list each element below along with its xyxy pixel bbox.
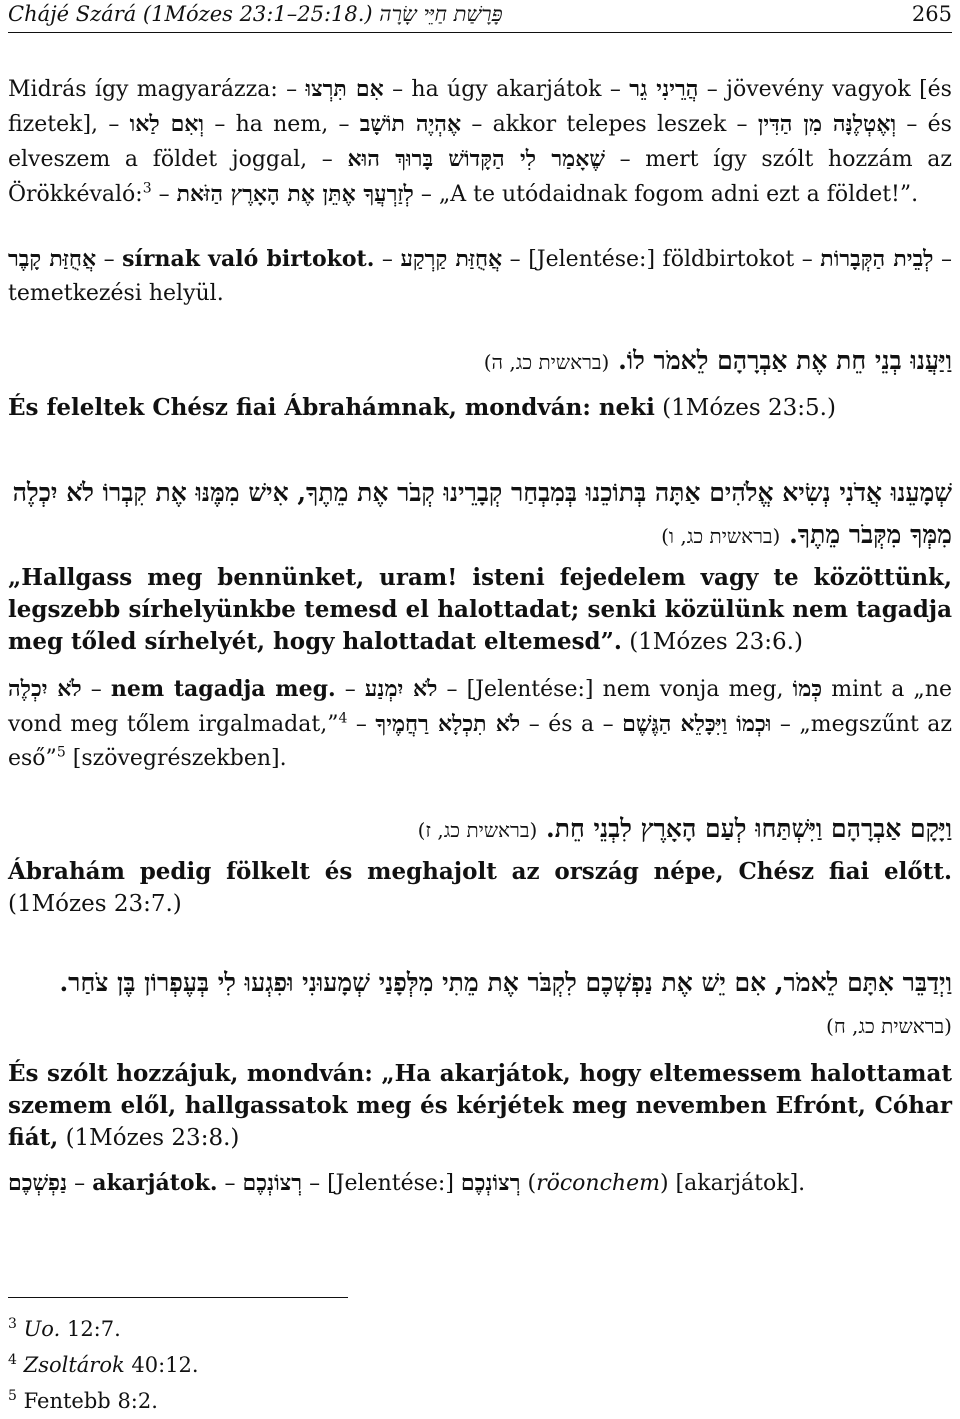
verse-reference: (1Mózes 23:6.) — [629, 629, 803, 655]
text: nem tagadja meg. — [110, 676, 336, 702]
running-header — [8, 0, 952, 33]
hebrew-verse: וַיְדַבֵּר אִתָּם לֵאמֹר, אִם יֵשׁ אֶת נַפְשְׁכֶם לִקְבֹּר אֶת מֵתִי מִלְּפָנַי שְׁמָעוּנִי וּפִגְעוּ לִי בְּעֶפְרוֹן בֶּן צֹחַר. — [59, 968, 952, 997]
footnote-ref: 12:7. — [66, 1317, 121, 1341]
text: [és fizetek], — [8, 77, 952, 137]
hebrew-verse: וַיָּקָם אַבְרָהָם וַיִּשְׁתַּחוּ לְעַם הָאָרֶץ לִבְנֵי חֵת. — [546, 814, 952, 843]
translation-text: Ábrahám pedig fölkelt és meghajolt az ország népe, Chész fiai előtt. — [8, 858, 952, 885]
text: [akarjátok]. — [675, 1171, 806, 1196]
text: [Jelentése:] nem vonja meg, — [466, 677, 784, 702]
transliteration: röconchem — [536, 1171, 660, 1196]
verse-5-translation — [8, 392, 952, 424]
hebrew-reference: (בראשית כג, ז) — [417, 818, 538, 842]
hebrew-phrase: רְצוֹנְכֶם — [460, 1170, 521, 1196]
footnote-ref: 8:2. — [117, 1389, 158, 1413]
hebrew-phrase: לֹא יִכְלֶה — [8, 676, 82, 702]
commentary-2: אֲחֻזַּת קָבֶר – sírnak való birtokot. – אֲחֻזַּת קַרְקַע – [Jelentése:] földbirtokot – לְבֵית הַקְּבָרוֹת – temetkezési helyül. — [8, 246, 953, 306]
hebrew-phrase: כְּמוֹ — [792, 676, 823, 702]
text: temetkezési helyül. — [8, 281, 224, 306]
translation-text: És feleltek Chész fiai Ábrahámnak, mondván: neki — [8, 394, 655, 421]
hebrew-phrase: לֹא יִמְנַע — [364, 676, 438, 702]
translation-text: És szólt hozzájuk, mondván: „Ha akarjátok, hogy eltemessem halottamat szemem elől, hallgassatok meg és kérjétek meg nevemben Efrónt, Cóhar fiát, — [8, 1060, 952, 1151]
text: „megszűnt az eső” — [8, 712, 952, 771]
hebrew-phrase: הֲרֵינִי גֵר — [629, 76, 699, 102]
running-title: Chájé Szárá (1Mózes 23:1–25:18.) פָּרָשַׁת חַיֵּי שָׂרָה — [8, 2, 503, 26]
verse-5-hebrew — [8, 340, 952, 383]
hebrew-reference: (בראשית כג, ו) — [661, 524, 781, 548]
verse-6-hebrew — [8, 472, 952, 557]
text: akarjátok. — [92, 1170, 218, 1196]
footnote-ref: 40:12. — [131, 1353, 199, 1377]
footnote-source: Uo. — [23, 1317, 61, 1341]
commentary-4: נַפְשְׁכֶם – akarjátok. – רְצוֹנְכֶם – [Jelentése:] רְצוֹנְכֶם (röconchem) [akarjátok]. — [8, 1170, 806, 1196]
verse-7-hebrew — [8, 808, 952, 851]
footnote-4 — [8, 1352, 199, 1378]
hebrew-phrase: אִם תִּרְצוּ — [305, 76, 384, 102]
text: akkor telepes leszek — [492, 112, 727, 137]
verse-reference: (1Mózes 23:5.) — [662, 395, 836, 421]
verse-7-translation — [8, 856, 952, 920]
footnote-source: Zsoltárok — [23, 1353, 125, 1377]
commentary-3: לֹא יִכְלֶה – nem tagadja meg. – לֹא יִמְנַע – [Jelentése:] nem vonja meg, כְּמוֹ mint a „ne vond meg tőlem irgalmadat,”$^4$ – לֹא תִכְלָא רַחֲמֶיךָ – és a – וּכְמוֹ וַיִּכָּלֵא הַגֶּשֶׁם – „megszűnt az eső”$^5$ [szövegrészekben]. — [8, 676, 953, 771]
hebrew-phrase: וְאֶטְלֶנָּה מִן הַדִּין — [757, 111, 897, 137]
text: és a — [548, 712, 595, 737]
text: jövevény vagyok — [726, 77, 911, 102]
page-number: 265 — [911, 2, 952, 26]
verse-8-hebrew — [8, 962, 952, 1047]
hebrew-verse: וַיַּעֲנוּ בְנֵי חֵת אֶת אַבְרָהָם לֵאמֹר לוֹ. — [618, 346, 952, 375]
hebrew-verse: שְׁמָעֵנוּ אֲדֹנִי נְשִׂיא אֱלֹהִים אַתָּה בְּתוֹכֵנוּ בְּמִבְחַר קְבָרֵינוּ קְבֹר אֶת מֵתֶךָ, אִישׁ מִמֶּנּוּ אֶת קִבְרוֹ לֹא יִכְלֶה מִמְּךָ מִקְּבֹר מֵתֶךָ. — [12, 478, 952, 549]
footnote-number: 3 — [8, 1316, 17, 1332]
hebrew-phrase: רְצוֹנְכֶם — [242, 1170, 303, 1196]
hebrew-phrase: אֲחֻזַּת קָבֶר — [8, 246, 97, 272]
text: „A te utódaidnak fogom adni ezt a — [438, 182, 820, 207]
hebrew-phrase: נַפְשְׁכֶם — [8, 1170, 68, 1196]
verse-6-translation — [8, 562, 952, 658]
text: földet!”. — [826, 182, 919, 207]
translation-text: „Hallgass meg bennünket, uram! isteni fejedelem vagy te közöttünk, legszebb sírhelyünkbe temesd el halottadat; senki közülünk nem tagadja meg tőled sírhelyét, hogy halottadat eltemesd”. — [8, 564, 952, 655]
text: sírnak való birtokot. — [122, 246, 375, 272]
verse-reference: (1Mózes 23:7.) — [8, 891, 182, 917]
hebrew-reference: (בראשית כג, ה) — [483, 350, 610, 374]
hebrew-reference: (בראשית כג, ח) — [826, 1014, 952, 1038]
hebrew-phrase: אֲחֻזַּת קַרְקַע — [400, 246, 503, 272]
text: ha úgy akarjátok — [411, 77, 602, 102]
text: [Jelentése:] földbirtokot — [528, 247, 795, 272]
hebrew-phrase: לֹא תִכְלָא רַחֲמֶיךָ — [375, 711, 521, 737]
hebrew-phrase: לְבֵית הַקְּבָרוֹת — [820, 246, 934, 272]
text: mert így szólt hozzám az — [645, 147, 952, 172]
footnote-source: Fentebb — [23, 1389, 111, 1413]
text: mint a „ne vond meg tőlem irgalmadat,” — [8, 677, 953, 737]
hebrew-phrase: שֶׁאָמַר לִי הַקָּדוֹשׁ בָּרוּךְ הוּא — [347, 146, 605, 172]
footnote-5 — [8, 1388, 158, 1414]
hebrew-phrase: וּכְמוֹ וַיִּכָּלֵא הַגֶּשֶׁם — [622, 711, 772, 737]
hebrew-phrase: אֶהְיֶה תוֹשָׁב — [359, 111, 462, 137]
footnote-marker: 3 — [142, 180, 152, 197]
footnote-marker: 5 — [56, 744, 66, 761]
commentary-1: Midrás így magyarázza: – אִם תִּרְצוּ – ha úgy akarjátok – הֲרֵינִי גֵר – jövevény vagyok [és fizetek], – וְאִם לַאו – ha nem, – אֶהְיֶה תוֹשָׁב – akkor telepes leszek – וְאֶטְלֶנָּה מִן הַדִּין – és elveszem a földet joggal, – שֶׁאָמַר לִי הַקָּדוֹשׁ בָּרוּךְ הוּא – mert így szólt hozzám az Örökkévaló:$^3$ – לְזַרְעֲךָ אֶתֵּן אֶת הָאָרֶץ הַזֹּאת – „A te utódaidnak fogom adni ezt a földet!”. — [8, 76, 952, 207]
footnote-3 — [8, 1316, 121, 1342]
hebrew-phrase: לְזַרְעֲךָ אֶתֵּן אֶת הָאָרֶץ הַזֹּאת — [176, 181, 414, 207]
verse-reference: (1Mózes 23:8.) — [65, 1125, 240, 1151]
footnote-separator — [8, 1297, 348, 1298]
text: ha nem, — [235, 112, 329, 137]
text: és elveszem a földet joggal, — [8, 112, 952, 172]
footnote-number: 4 — [8, 1352, 17, 1368]
text: Örökkévaló: — [8, 182, 143, 207]
text: Midrás így magyarázza: — [8, 77, 278, 102]
verse-8-translation — [8, 1058, 952, 1154]
hebrew-phrase: וְאִם לַאו — [129, 111, 205, 137]
footnote-number: 5 — [8, 1388, 17, 1404]
text: [szövegrészekben]. — [72, 746, 287, 771]
text: [Jelentése:] — [327, 1171, 454, 1196]
footnote-marker: 4 — [338, 710, 348, 727]
